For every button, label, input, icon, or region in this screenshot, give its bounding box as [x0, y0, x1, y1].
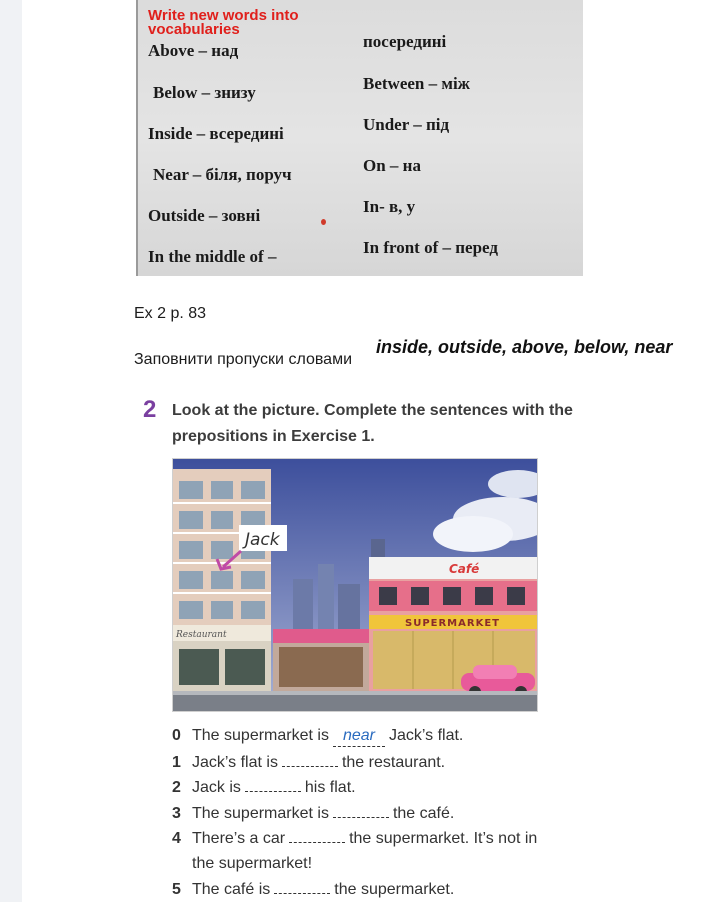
sentence-3 [172, 803, 454, 824]
sentence-2 [172, 777, 356, 798]
sentence-number: 5 [172, 881, 181, 898]
street-scene-drawing [173, 459, 538, 712]
supermarket-sign: SUPERMARKET [405, 618, 500, 629]
vocab-inside: Inside – всередині [148, 124, 284, 143]
sentence-text: The café is [192, 881, 271, 898]
cafe-sign: Café [449, 562, 480, 576]
sentence-text: the restaurant. [341, 754, 446, 771]
vocab-above: Above – над [148, 41, 239, 60]
sentence-text: the supermarket. [334, 881, 455, 898]
vocab-in-front-of: In front of – перед [363, 238, 498, 257]
fill-instruction: Заповнити пропуски словами [134, 351, 353, 368]
vocab-in: In- в, у [363, 197, 416, 216]
sentence-4 [172, 828, 537, 849]
slide-title: Write new words into vocabularies [148, 7, 299, 38]
vocab-outside: Outside – зовні [148, 206, 261, 225]
sentence-number: 2 [172, 779, 181, 796]
exercise-number: 2 [143, 396, 157, 423]
sentence-text: Jack’s flat is [192, 754, 278, 771]
vocab-under: Under – під [363, 115, 450, 134]
exercise-reference: Ex 2 p. 83 [134, 305, 207, 322]
sentence-4-continuation: the supermarket! [192, 855, 313, 872]
sentence-text: his flat. [304, 779, 356, 796]
sentence-number: 0 [172, 727, 181, 744]
sentence-text: There’s a car [192, 830, 286, 847]
sentence-number: 3 [172, 805, 181, 822]
fill-word-list: inside, outside, above, below, near [376, 337, 673, 357]
exercise-task: Look at the picture. Complete the sentences with the prepositions in Exercise 1. [172, 402, 573, 445]
street-illustration [172, 458, 538, 712]
vocab-on: On – на [363, 156, 421, 175]
sentence-0 [172, 726, 463, 747]
vocab-near: Near – біля, поруч [153, 165, 292, 184]
restaurant-sign: Restaurant [176, 630, 227, 640]
answer-blank [282, 752, 338, 767]
sentence-text: the supermarket. It’s not in [349, 830, 538, 847]
sentence-number: 4 [172, 830, 181, 847]
vocab-below: Below – знизу [153, 83, 256, 102]
answer-blank [274, 879, 330, 894]
sentence-5 [172, 879, 454, 900]
sentence-text: Jack is [192, 779, 241, 796]
sentence-text: Jack’s flat. [388, 727, 464, 744]
sentence-1 [172, 752, 445, 773]
jack-label: Jack [245, 530, 280, 550]
sentence-text: The supermarket is [192, 727, 329, 744]
vocab-in-the-middle: In the middle of – [148, 247, 277, 266]
answer-blank [333, 803, 389, 818]
cursor-dot [321, 219, 326, 225]
sentence-text: The supermarket is [192, 805, 329, 822]
answer-blank [245, 777, 301, 792]
vocab-middle-translation: посередині [363, 32, 447, 51]
sentence-number: 1 [172, 754, 181, 771]
vocab-between: Between – між [363, 74, 470, 93]
example-answer: near [333, 726, 385, 747]
sentence-text: the café. [392, 805, 455, 822]
vocabulary-slide-image [136, 0, 583, 276]
answer-blank [289, 828, 345, 843]
